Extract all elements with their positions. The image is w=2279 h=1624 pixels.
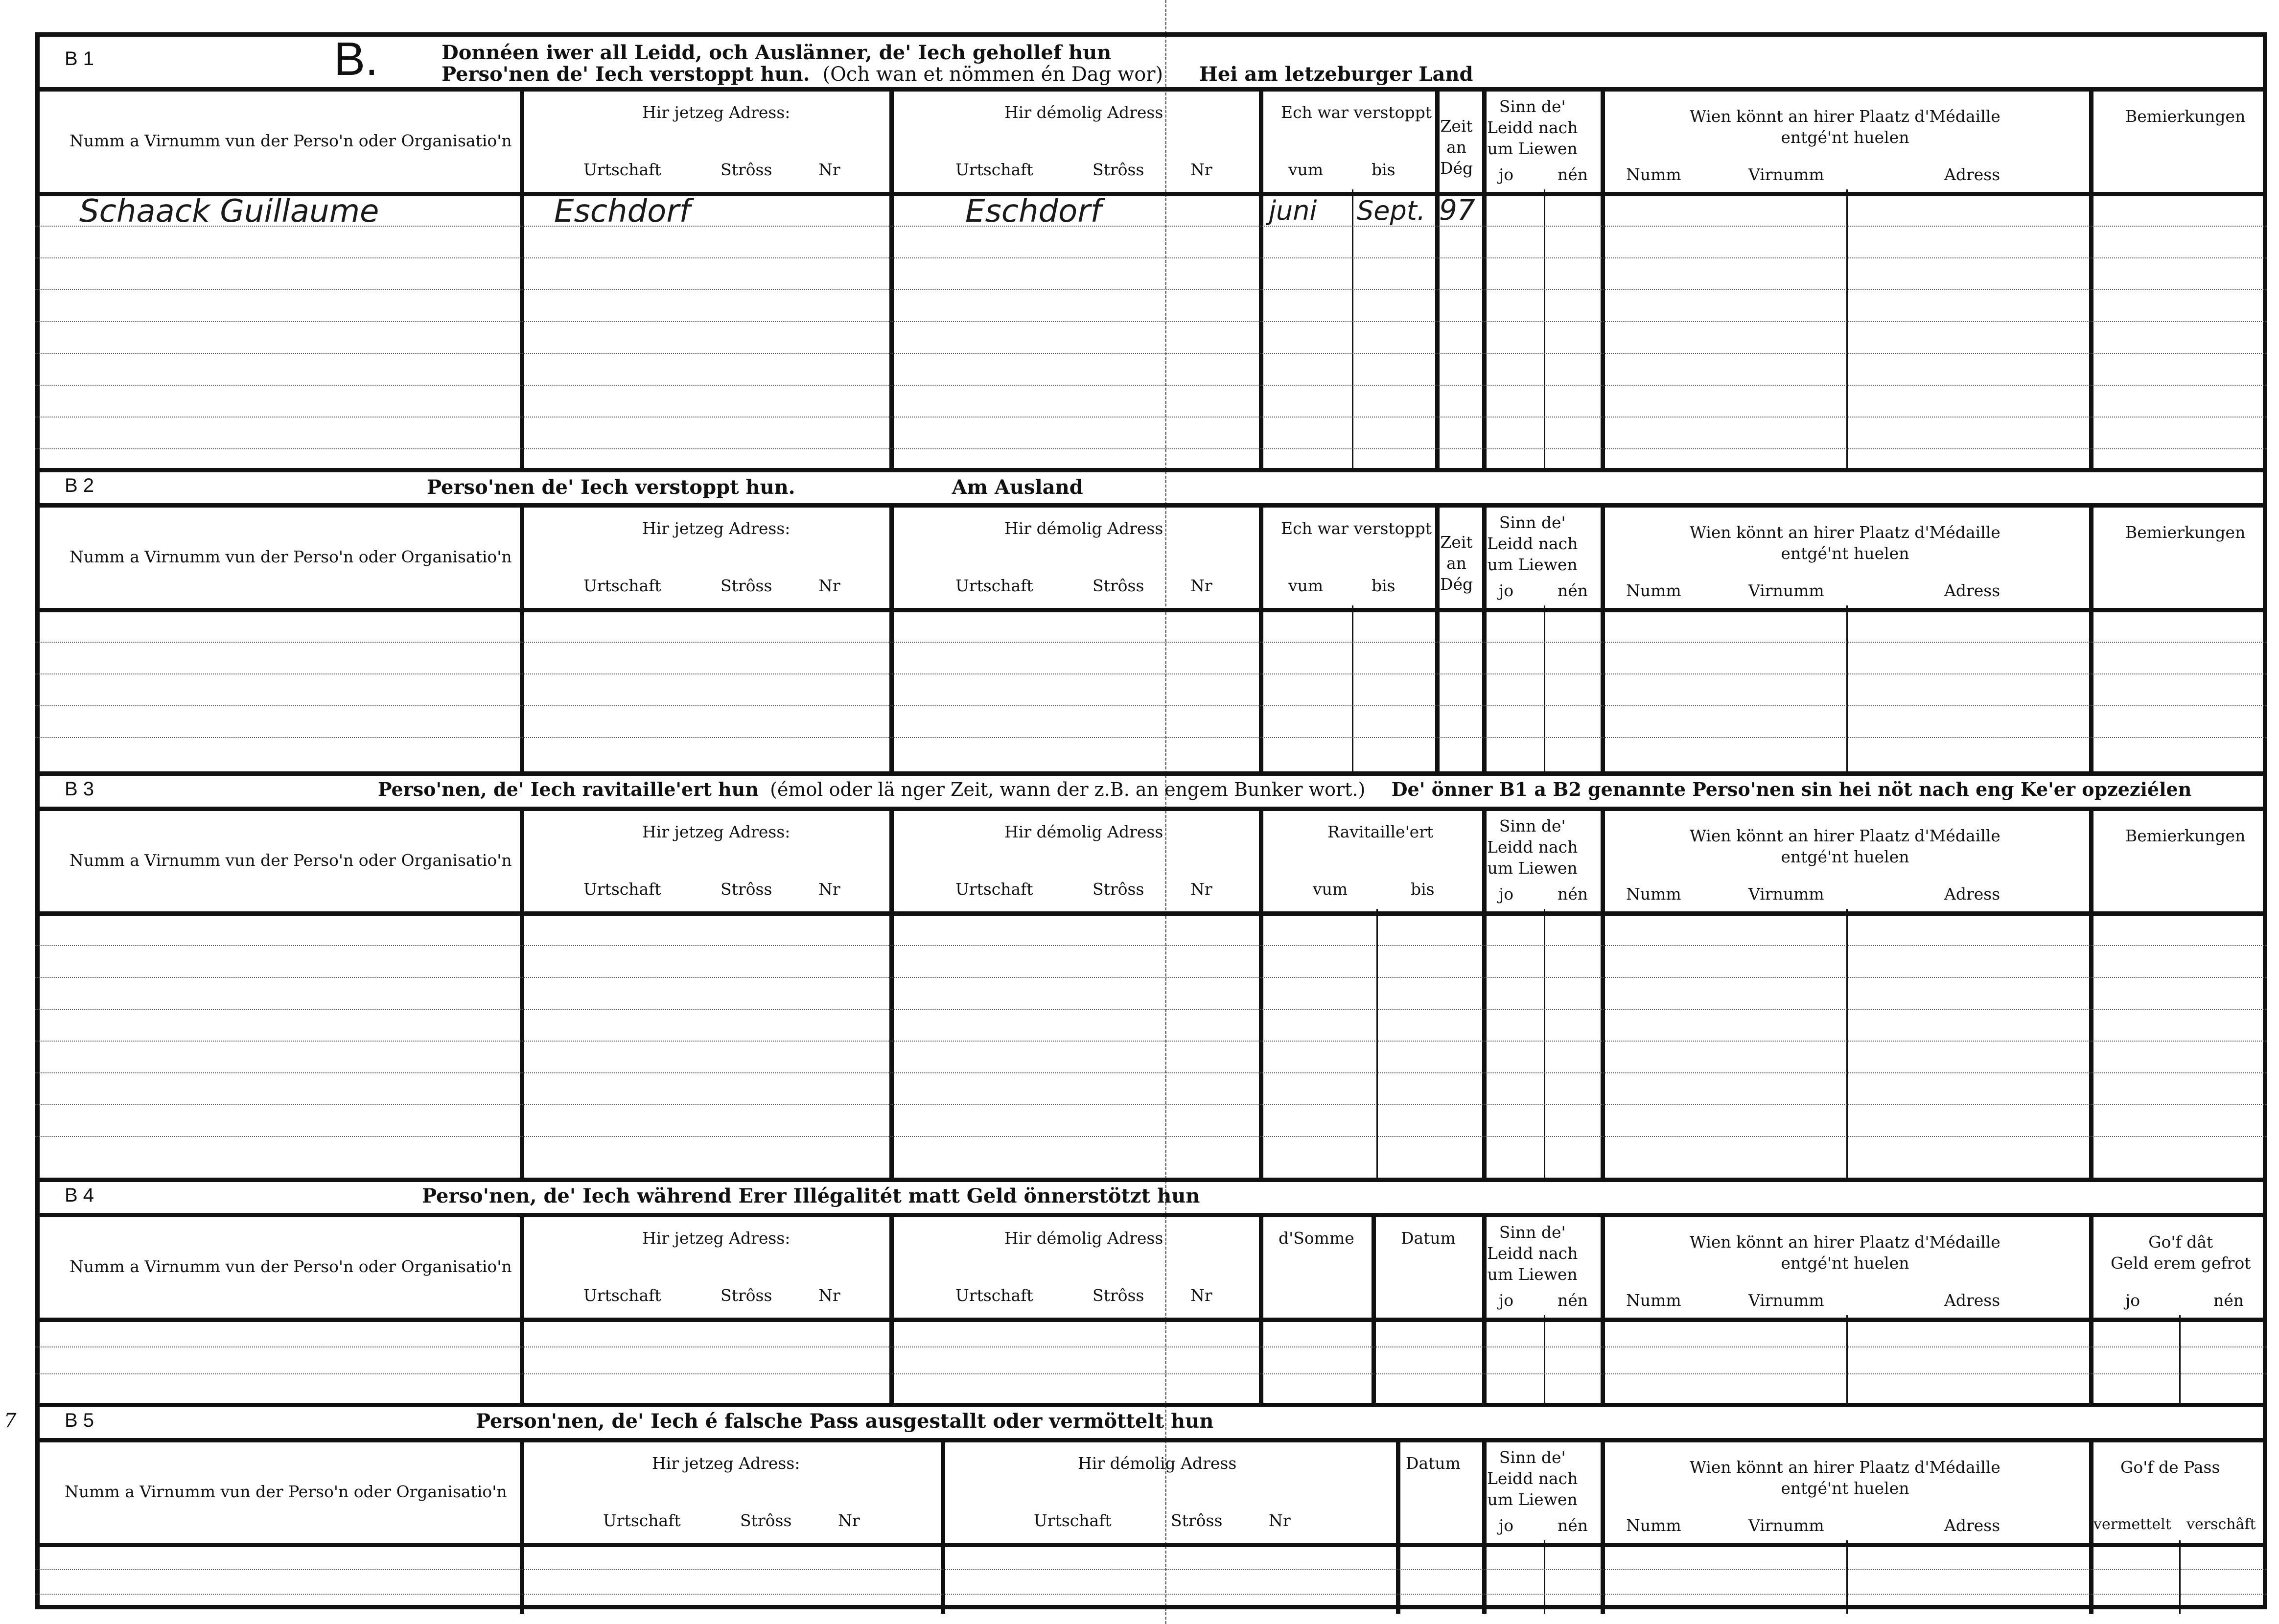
- header-verschaft: verschâft: [2186, 1516, 2256, 1533]
- header-numm-short: Numm: [1626, 165, 1681, 184]
- header-jo: jo: [1499, 581, 1514, 600]
- b3-rows: [35, 916, 2267, 1182]
- header-adress: Adress: [1944, 165, 2000, 184]
- header-demolig-adress: Hir démolig Adress: [1004, 103, 1163, 122]
- header-nr: Nr: [818, 576, 840, 595]
- header-nr: Nr: [838, 1511, 860, 1530]
- form-letter: B.: [334, 33, 378, 85]
- section-header: [35, 1403, 2267, 1407]
- header-numm: Numm a Virnumm vun der Perso'n oder Organisatio'n: [70, 131, 512, 150]
- header-bemierkungen: Bemierkungen: [2125, 826, 2246, 845]
- header-jetzeg-adress: Hir jetzeg Adress:: [642, 1229, 791, 1248]
- header-nen: nén: [1558, 884, 1588, 904]
- header-demolig-adress: Hir démolig Adress: [1004, 1229, 1163, 1248]
- header-virnumm: Virnumm: [1748, 1291, 1824, 1310]
- header-medaille: Wien könnt an hirer Plaatz d'Médaille entgé'nt huelen: [1690, 523, 2000, 563]
- header-numm: Numm a Virnumm vun der Perso'n oder Organisatio'n: [70, 1257, 512, 1276]
- form-sheet: [35, 32, 2267, 1609]
- b5-table: [35, 1438, 2267, 1614]
- header-numm-short: Numm: [1626, 581, 1681, 600]
- header-urtschaft: Urtschaft: [1034, 1511, 1112, 1530]
- header-nr: Nr: [818, 880, 840, 899]
- section-code: B 3: [65, 778, 94, 800]
- header-sinn: Sinn de' Leidd nach um Liewen: [1487, 1223, 1578, 1284]
- header-zeit: Zeit an Dég: [1440, 116, 1473, 178]
- header-datum: Datum: [1401, 1229, 1456, 1248]
- header-jo: jo: [1499, 1291, 1514, 1310]
- header-jo: jo: [1499, 165, 1514, 184]
- header-jetzeg-adress: Hir jetzeg Adress:: [642, 103, 791, 122]
- section-header: [35, 1178, 2267, 1182]
- header-stross: Strôss: [721, 576, 772, 595]
- header-urtschaft: Urtschaft: [603, 1511, 681, 1530]
- header-stross: Strôss: [740, 1511, 792, 1530]
- header-geld: Go'f dât Geld erem gefrot: [2111, 1232, 2251, 1273]
- b5-rows: [35, 1547, 2267, 1614]
- header-stross: Strôss: [721, 1286, 772, 1305]
- header-medaille: Wien könnt an hirer Plaatz d'Médaille entgé'nt huelen: [1690, 107, 2000, 147]
- header-stross: Strôss: [1093, 160, 1144, 179]
- entry-current-town: Eschdorf: [554, 193, 691, 230]
- header-pass: Go'f de Pass: [2120, 1458, 2220, 1477]
- header-numm: Numm a Virnumm vun der Perso'n oder Organisatio'n: [70, 851, 512, 870]
- header-numm-short: Numm: [1626, 1291, 1681, 1310]
- header-sinn: Sinn de' Leidd nach um Liewen: [1487, 97, 1578, 158]
- header-adress: Adress: [1944, 1516, 2000, 1535]
- header-urtschaft: Urtschaft: [955, 880, 1033, 899]
- header-jetzeg-adress: Hir jetzeg Adress:: [652, 1454, 800, 1473]
- header-adress: Adress: [1944, 1291, 2000, 1310]
- header-jetzeg-adress: Hir jetzeg Adress:: [642, 822, 791, 841]
- section-title-line1: Donnéen iwer all Leidd, och Auslänner, de' Iech gehollef hun: [442, 41, 1112, 64]
- header-vum: vum: [1288, 160, 1324, 179]
- header-nr: Nr: [818, 160, 840, 179]
- header-stross: Strôss: [721, 160, 772, 179]
- header-medaille: Wien könnt an hirer Plaatz d'Médaille entgé'nt huelen: [1690, 826, 2000, 866]
- b1-rows: [35, 193, 2267, 472]
- header-nr: Nr: [1269, 1511, 1291, 1530]
- header-sinn: Sinn de' Leidd nach um Liewen: [1487, 1448, 1578, 1509]
- section-b1: [35, 32, 2267, 468]
- header-urtschaft: Urtschaft: [955, 160, 1033, 179]
- header-virnumm: Virnumm: [1748, 884, 1824, 904]
- header-nr: Nr: [1190, 576, 1212, 595]
- section-b5: [35, 1403, 2267, 1609]
- header-nen: nén: [1558, 1291, 1588, 1310]
- header-jo: jo: [2125, 1291, 2140, 1310]
- entry-from: juni: [1269, 195, 1317, 226]
- section-header: [35, 771, 2267, 776]
- header-numm: Numm a Virnumm vun der Perso'n oder Organisatio'n: [65, 1482, 507, 1501]
- header-vermettelt: vermettelt: [2093, 1516, 2171, 1533]
- header-nen: nén: [1558, 1516, 1588, 1535]
- header-nen: nén: [1558, 165, 1588, 184]
- header-stross: Strôss: [1171, 1511, 1223, 1530]
- section-header: [35, 468, 2267, 472]
- header-urtschaft: Urtschaft: [955, 576, 1033, 595]
- section-title: Perso'nen de' Iech verstoppt hun. Am Ausland: [427, 476, 1083, 499]
- header-stross: Strôss: [1093, 576, 1144, 595]
- header-urtschaft: Urtschaft: [583, 576, 661, 595]
- header-adress: Adress: [1944, 884, 2000, 904]
- header-medaille: Wien könnt an hirer Plaatz d'Médaille entgé'nt huelen: [1690, 1232, 2000, 1273]
- b4-table: [35, 1213, 2267, 1407]
- b4-rows: [35, 1322, 2267, 1407]
- header-nen: nén: [2213, 1291, 2244, 1310]
- header-virnumm: Virnumm: [1748, 165, 1824, 184]
- header-jo: jo: [1499, 884, 1514, 904]
- margin-note: 7: [4, 1410, 17, 1432]
- header-bis: bis: [1411, 880, 1435, 899]
- header-jetzeg-adress: Hir jetzeg Adress:: [642, 519, 791, 538]
- section-code: B 5: [65, 1410, 94, 1431]
- header-bis: bis: [1372, 160, 1395, 179]
- b2-rows: [35, 612, 2267, 776]
- header-numm-short: Numm: [1626, 884, 1681, 904]
- header-nr: Nr: [1190, 1286, 1212, 1305]
- header-bis: bis: [1372, 576, 1395, 595]
- header-urtschaft: Urtschaft: [583, 880, 661, 899]
- header-urtschaft: Urtschaft: [583, 160, 661, 179]
- header-zeit: Zeit an Dég: [1440, 533, 1473, 594]
- header-urtschaft: Urtschaft: [955, 1286, 1033, 1305]
- header-medaille: Wien könnt an hirer Plaatz d'Médaille entgé'nt huelen: [1690, 1458, 2000, 1498]
- header-nr: Nr: [1190, 160, 1212, 179]
- b3-table: [35, 807, 2267, 1182]
- entry-to: Sept.: [1357, 195, 1426, 226]
- header-nr: Nr: [1190, 880, 1212, 899]
- header-somme: d'Somme: [1279, 1229, 1354, 1248]
- header-nen: nén: [1558, 581, 1588, 600]
- header-nr: Nr: [818, 1286, 840, 1305]
- section-b2: [35, 468, 2267, 771]
- header-numm-short: Numm: [1626, 1516, 1681, 1535]
- section-b4: [35, 1178, 2267, 1403]
- header-vum: vum: [1288, 576, 1324, 595]
- header-demolig-adress: Hir démolig Adress: [1078, 1454, 1237, 1473]
- entry-name: Schaack Guillaume: [79, 193, 379, 230]
- section-title: Perso'nen, de' Iech ravitaille'ert hun (émol oder lä nger Zeit, wann der z.B. an engem Bunker wort.) De' önner B1 a B2 genannte Perso'nen sin hei nöt nach eng Ke'er opzeziélen: [378, 778, 2192, 800]
- header-vum: vum: [1313, 880, 1348, 899]
- header-stross: Strôss: [1093, 1286, 1144, 1305]
- header-sinn: Sinn de' Leidd nach um Liewen: [1487, 816, 1578, 878]
- header-stross: Strôss: [721, 880, 772, 899]
- section-code: B 2: [65, 475, 94, 496]
- header-demolig-adress: Hir démolig Adress: [1004, 822, 1163, 841]
- entry-former-town: Eschdorf: [965, 193, 1102, 230]
- header-ravitailleert: Ravitaille'ert: [1327, 822, 1434, 841]
- header-jo: jo: [1499, 1516, 1514, 1535]
- section-title-line2: Perso'nen de' Iech verstoppt hun. (Och wan et nömmen én Dag wor) Hei am letzeburger Land: [442, 63, 1473, 86]
- section-code: B 1: [65, 48, 94, 70]
- header-datum: Datum: [1406, 1454, 1461, 1473]
- header-stross: Strôss: [1093, 880, 1144, 899]
- b2-table: [35, 503, 2267, 776]
- header-adress: Adress: [1944, 581, 2000, 600]
- header-virnumm: Virnumm: [1748, 581, 1824, 600]
- section-title: Person'nen, de' Iech é falsche Pass ausgestallt oder vermöttelt hun: [476, 1410, 1214, 1433]
- header-bemierkungen: Bemierkungen: [2125, 107, 2246, 126]
- header-virnumm: Virnumm: [1748, 1516, 1824, 1535]
- header-urtschaft: Urtschaft: [583, 1286, 661, 1305]
- header-numm: Numm a Virnumm vun der Perso'n oder Organisatio'n: [70, 547, 512, 566]
- section-code: B 4: [65, 1184, 94, 1206]
- header-demolig-adress: Hir démolig Adress: [1004, 519, 1163, 538]
- section-title: Perso'nen, de' Iech während Erer Illégalitét matt Geld önnerstötzt hun: [422, 1184, 1200, 1207]
- header-verstoppt: Ech war verstoppt: [1281, 519, 1432, 538]
- entry-days: 97: [1439, 193, 1475, 227]
- b1-table: [35, 87, 2267, 472]
- header-bemierkungen: Bemierkungen: [2125, 523, 2246, 542]
- header-verstoppt: Ech war verstoppt: [1281, 103, 1432, 122]
- header-sinn: Sinn de' Leidd nach um Liewen: [1487, 513, 1578, 574]
- section-b3: [35, 771, 2267, 1178]
